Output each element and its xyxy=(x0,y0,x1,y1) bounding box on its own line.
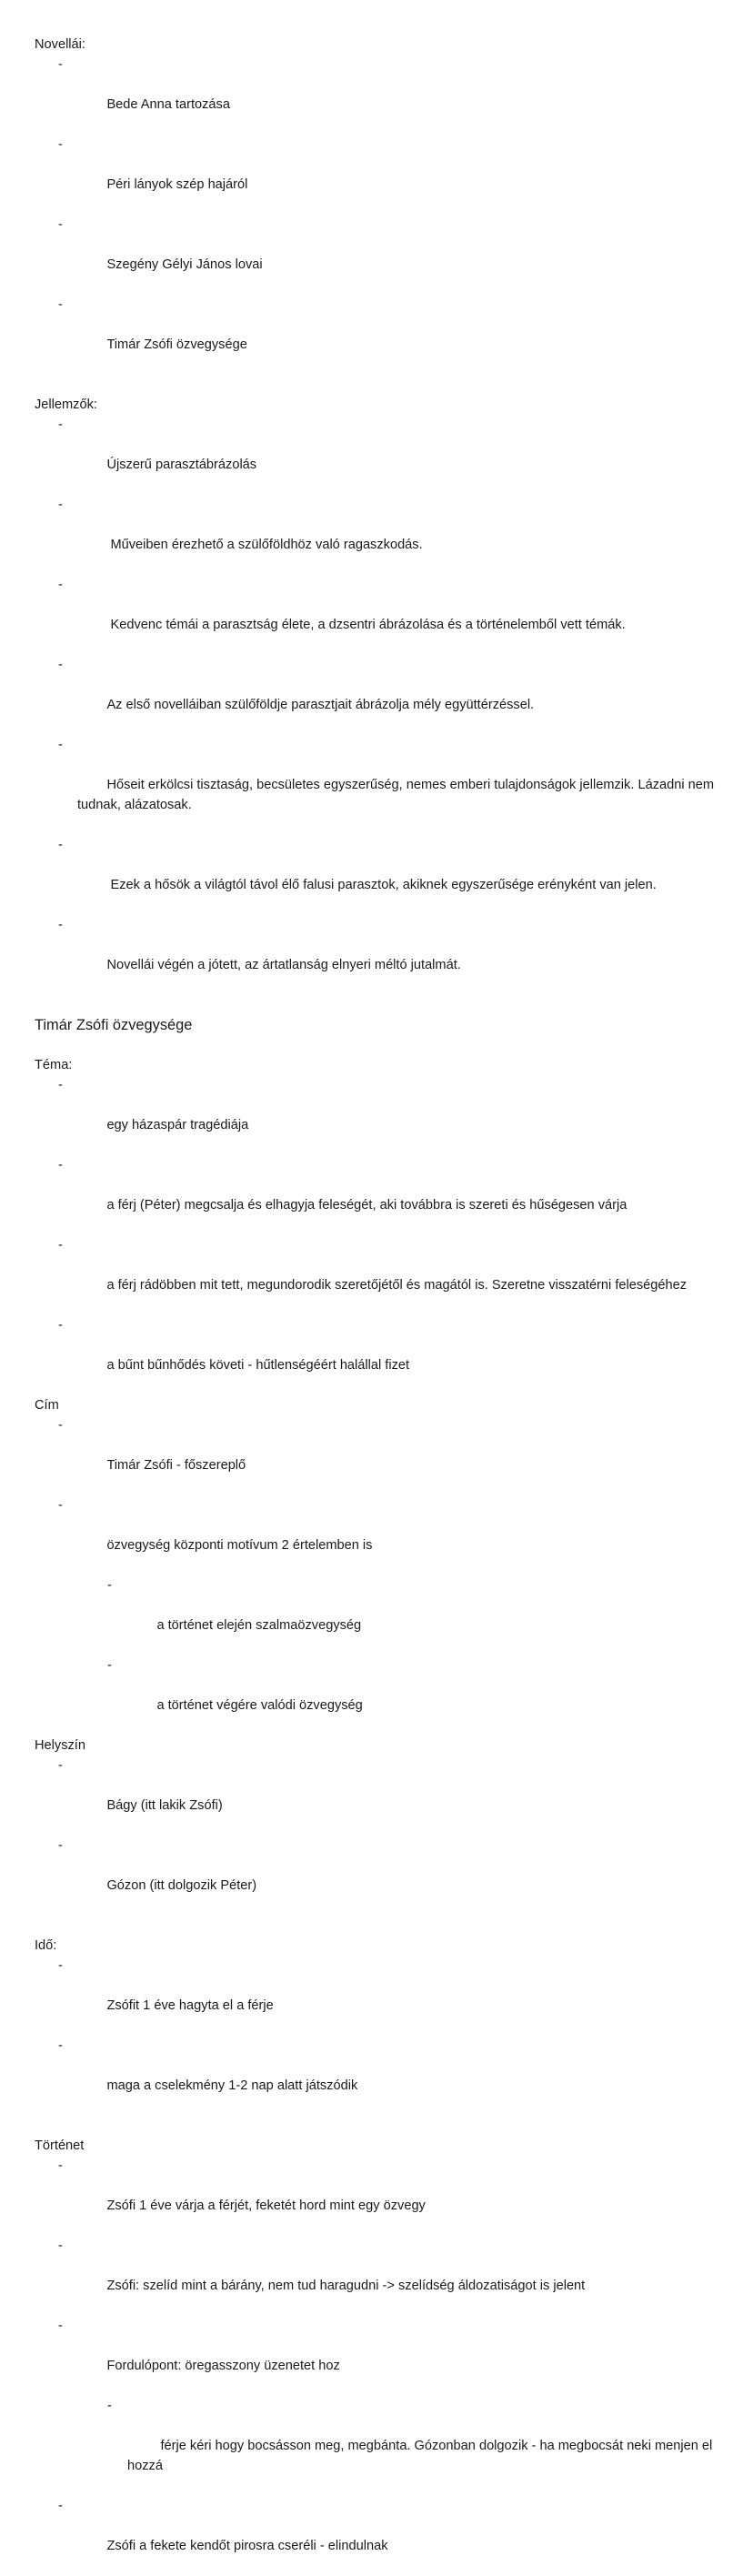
bullet-dash-icon: - xyxy=(107,1578,112,1593)
list-item xyxy=(35,2236,718,2316)
list-item xyxy=(35,135,718,215)
list-item-label: a férj (Péter) megcsalja és elhagyja feleségét, aki továbbra is szereti és hűségesen várja xyxy=(106,1198,628,1213)
list-item-label: Az első novelláiban szülőföldje parasztjait ábrázolja mély együttérzéssel. xyxy=(106,698,535,712)
list-item xyxy=(35,2316,718,2396)
list-item-label: Zsófit 1 éve hagyta el a férje xyxy=(106,1998,274,2013)
list-item-nested xyxy=(35,1655,718,1736)
list-item xyxy=(35,1756,718,1836)
list-item xyxy=(35,655,718,735)
list-item-nested xyxy=(35,2396,718,2496)
section-label-ido: Idő: xyxy=(35,1938,57,1953)
bullet-dash-icon: - xyxy=(58,57,63,72)
list-item xyxy=(35,215,718,295)
list-item-label: Hőseit erkölcsi tisztaság, becsületes egyszerűség, nemes emberi tulajdonságok jellemzik. Lázadni nem tudnak, alázatosak. xyxy=(77,778,718,812)
bullet-dash-icon: - xyxy=(58,1958,63,1973)
list-item-label: Timár Zsófi özvegysége xyxy=(106,337,247,352)
section-novellai xyxy=(35,35,718,375)
list-item xyxy=(35,495,718,575)
section-spacer xyxy=(35,995,718,1015)
bullet-dash-icon: - xyxy=(58,1158,63,1172)
list-cim xyxy=(35,1415,718,1736)
list-item xyxy=(35,1075,718,1155)
bullet-dash-icon: - xyxy=(58,2319,63,2333)
list-item-label: férje kéri hogy bocsásson meg, megbánta. Gózonban dolgozik - ha megbocsát neki menjen el hozzá xyxy=(127,2439,717,2473)
bullet-dash-icon: - xyxy=(58,418,63,432)
list-tema xyxy=(35,1075,718,1395)
list-tortenet xyxy=(35,2156,718,2576)
bullet-dash-icon: - xyxy=(58,1418,63,1433)
bullet-dash-icon: - xyxy=(58,137,63,152)
section-spacer xyxy=(35,2116,718,2136)
list-item-label: özvegység központi motívum 2 értelemben is xyxy=(106,1538,373,1553)
bullet-dash-icon: - xyxy=(58,1318,63,1333)
bullet-dash-icon: - xyxy=(107,2399,112,2413)
list-item-label: Zsófi a fekete kendőt pirosra cseréli - elindulnak xyxy=(106,2539,388,2553)
list-item-label: Timár Zsófi - főszereplő xyxy=(106,1458,246,1473)
section-label-helyszin: Helyszín xyxy=(35,1738,85,1753)
list-item-label: Műveiben érezhető a szülőföldhöz való ragaszkodás. xyxy=(106,538,423,552)
bullet-dash-icon: - xyxy=(58,658,63,672)
bullet-dash-icon: - xyxy=(58,2239,63,2253)
section-spacer xyxy=(35,1035,718,1055)
list-item-label: Újszerű parasztábrázolás xyxy=(106,458,257,472)
section-label-novellai: Novellái: xyxy=(35,37,85,52)
list-item xyxy=(35,1235,718,1315)
list-item xyxy=(35,2036,718,2116)
page-title: Timár Zsófi özvegysége xyxy=(35,1017,193,1033)
bullet-dash-icon: - xyxy=(58,1758,63,1773)
bullet-dash-icon: - xyxy=(58,918,63,932)
bullet-dash-icon: - xyxy=(58,217,63,232)
bullet-dash-icon: - xyxy=(107,1658,112,1673)
bullet-dash-icon: - xyxy=(58,1498,63,1513)
list-item xyxy=(35,1415,718,1495)
bullet-dash-icon: - xyxy=(58,738,63,752)
section-cim xyxy=(35,1395,718,1736)
list-item-label: a történet elején szalmaözvegység xyxy=(156,1618,362,1633)
section-tema xyxy=(35,1055,718,1395)
list-item-label: Bede Anna tartozása xyxy=(106,97,230,112)
section-label-jellemzok: Jellemzők: xyxy=(35,397,97,412)
section-spacer xyxy=(35,1916,718,1936)
list-item xyxy=(35,1836,718,1916)
list-novellai xyxy=(35,55,718,375)
bullet-dash-icon: - xyxy=(58,838,63,852)
list-item-label: Zsófi 1 éve várja a férjét, feketét hord mint egy özvegy xyxy=(106,2199,426,2213)
list-item-label: maga a cselekmény 1-2 nap alatt játszódik xyxy=(106,2078,358,2093)
section-label-cim: Cím xyxy=(35,1398,59,1413)
bullet-dash-icon: - xyxy=(58,498,63,512)
bullet-dash-icon: - xyxy=(58,2038,63,2053)
section-jellemzok xyxy=(35,395,718,995)
list-item-label: Bágy (itt lakik Zsófi) xyxy=(106,1798,223,1813)
list-item xyxy=(35,735,718,835)
list-item-label: Novellái végén a jótett, az ártatlanság elnyeri méltó jutalmát. xyxy=(106,958,461,972)
bullet-dash-icon: - xyxy=(58,2158,63,2173)
list-item-label: Fordulópont: öregasszony üzenetet hoz xyxy=(106,2359,340,2373)
list-jellemzok xyxy=(35,415,718,995)
list-item xyxy=(35,295,718,375)
section-tortenet xyxy=(35,2136,718,2576)
list-item xyxy=(35,2496,718,2576)
bullet-dash-icon: - xyxy=(58,1238,63,1253)
list-item xyxy=(35,1155,718,1235)
bullet-dash-icon: - xyxy=(58,1838,63,1853)
list-item-label: Zsófi: szelíd mint a bárány, nem tud haragudni -> szelídség áldozatiságot is jelent xyxy=(106,2279,586,2293)
list-item xyxy=(35,835,718,915)
list-item-label: Gózon (itt dolgozik Péter) xyxy=(106,1878,257,1893)
list-item xyxy=(35,415,718,495)
list-item xyxy=(35,1315,718,1395)
bullet-dash-icon: - xyxy=(58,1078,63,1092)
section-helyszin xyxy=(35,1736,718,1916)
list-item xyxy=(35,2156,718,2236)
bullet-dash-icon: - xyxy=(58,578,63,592)
section-label-tortenet: Történet xyxy=(35,2138,85,2153)
list-item-label: Kedvenc témái a parasztság élete, a dzsentri ábrázolása és a történelemből vett témák. xyxy=(106,618,626,632)
list-item xyxy=(35,915,718,995)
list-item xyxy=(35,1495,718,1575)
section-spacer xyxy=(35,375,718,395)
list-item xyxy=(35,55,718,135)
list-item-label: Péri lányok szép hajáról xyxy=(106,177,248,192)
list-item xyxy=(35,1956,718,2036)
list-item-label: egy házaspár tragédiája xyxy=(106,1118,249,1132)
list-helyszin xyxy=(35,1756,718,1916)
section-ido xyxy=(35,1936,718,2116)
section-label-tema: Téma: xyxy=(35,1058,73,1072)
list-item xyxy=(35,575,718,655)
bullet-dash-icon: - xyxy=(58,2499,63,2513)
list-item-label: a bűnt bűnhődés követi - hűtlenségéért halállal fizet xyxy=(106,1358,410,1373)
list-item-label: a történet végére valódi özvegység xyxy=(156,1698,363,1713)
list-item-nested xyxy=(35,1575,718,1655)
list-item-label: Ezek a hősök a világtól távol élő falusi parasztok, akiknek egyszerűsége erényként van jelen. xyxy=(106,878,657,892)
list-item-label: a férj rádöbben mit tett, megundorodik szeretőjétől és magától is. Szeretne visszatérni feleségéhez xyxy=(106,1278,688,1293)
bullet-dash-icon: - xyxy=(58,297,63,312)
list-item-label: Szegény Gélyi János lovai xyxy=(106,257,263,272)
list-ido xyxy=(35,1956,718,2116)
